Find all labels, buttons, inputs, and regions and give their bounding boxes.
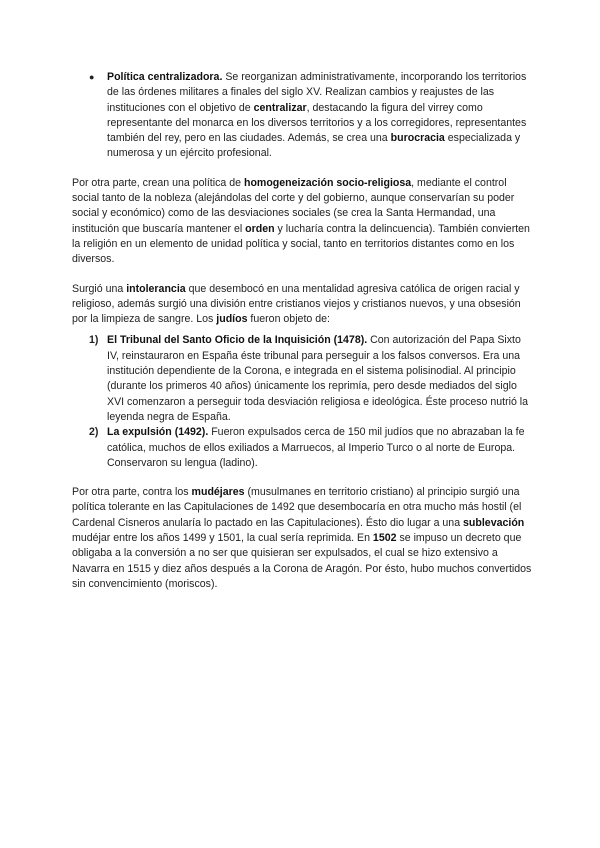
list-number: 1)	[89, 334, 99, 347]
bullet-text-2: , destacando la figura del virrey como representante del monarca en los diversos territorios y a los corregidores, representantes también del rey, pero en las ciudades. Además, se crea una	[107, 101, 527, 145]
document-body	[72, 70, 534, 592]
para2-bold-2: judíos	[216, 313, 248, 326]
list-item-text: Fueron expulsados cerca de 150 mil judíos que no abrazaban la fe católica, muchos de ellos exiliados a Marruecos, al Imperio Turco o al norte de Europa. Conservaron su lengua (ladino).	[107, 426, 525, 469]
bullet-item-centralization	[72, 70, 534, 162]
para3-text-3: mudéjar entre los años 1499 y 1501, la cual sería reprimida. En	[72, 532, 373, 545]
paragraph-homogenization	[72, 176, 534, 268]
para2-text-2: que desembocó en una mentalidad agresiva católica de origen racial y religioso, además surgió una división entre cristianos viejos y cristianos nuevos, y una obsesión por la limpieza de sangre. Los	[72, 282, 521, 326]
para2-bold-1: intolerancia	[126, 282, 186, 295]
para3-text-2: (musulmanes en territorio cristiano) al principio surgió una política tolerante en las Capitulaciones de 1492 que desembocaría en otra mucho más hostil (el Cardenal Cisneros anularía lo pactado en las Capitulaciones). Ésto dio lugar a una	[72, 486, 522, 529]
para1-text-1: Por otra parte, crean una política de	[72, 176, 244, 189]
list-item-text: Con autorización del Papa Sixto IV, reinstauraron en España éste tribunal para perseguir a los falsos conversos. Era una institución dependiente de la Corona, e integrada en el sistema polisinodial. Al principio (durante los primeros 40 años) únicamente los reprimía, pero desde mediados del siglo XVI comenzaron a perseguir toda desviación religiosa e ideológica. Éste proceso nutrió la leyenda negra de España.	[107, 334, 529, 423]
para1-bold-1: homogeneización socio-religiosa	[243, 176, 412, 189]
bullet-text-1: Se reorganizan administrativamente, incorporando los territorios de las órdenes militares a finales del siglo XV. Realizan cambios y reajustes de las instituciones con el objetivo de	[107, 71, 527, 114]
para3-bold-3: 1502	[372, 532, 397, 545]
bullet-bold-burocracia: burocracia	[390, 132, 445, 145]
para2-text-1: Surgió una	[72, 282, 127, 295]
para3-text-1: Por otra parte, contra los	[72, 486, 192, 499]
para2-text-3: fueron objeto de:	[247, 313, 330, 326]
bullet-title: Política centralizadora.	[107, 71, 223, 83]
numbered-list	[72, 333, 534, 471]
list-item-inquisition	[72, 333, 534, 425]
bullet-text-3: especializada y numerosa y un ejército profesional.	[107, 132, 521, 160]
list-number: 2)	[89, 426, 99, 439]
list-item-title: La expulsión (1492).	[107, 426, 209, 439]
para3-bold-2: sublevación	[463, 516, 525, 529]
para3-bold-1: mudéjares	[191, 486, 245, 499]
list-item-title: El Tribunal del Santo Oficio de la Inquisición (1478).	[107, 334, 368, 347]
bullet-list	[72, 70, 534, 162]
para3-text-4: se impuso un decreto que obligaba a la conversión a no ser que quisieran ser expulsados, el cual se hizo extensivo a Navarra en 1515 y diez años después a la Corona de Aragón. Por ésto, hubo muchos convertidos sin convencimiento (moriscos).	[72, 532, 532, 590]
para1-text-2: , mediante el control social tanto de la nobleza (alejándolas del corte y del gobierno, aunque conservarían su poder social y económico) como de las desviaciones sociales (se crea la Santa Hermandad, una institución que buscaría mantener el	[72, 176, 515, 235]
para1-bold-2: orden	[245, 222, 275, 235]
paragraph-intolerance	[72, 282, 534, 328]
bullet-bold-centralizar: centralizar	[253, 101, 307, 114]
para1-text-3: y lucharía contra la delincuencia). También convierten la religión en un elemento de unidad política y social, tanto en territorios distantes como en los diversos.	[72, 222, 530, 266]
paragraph-mudejares	[72, 485, 534, 592]
bullet-dot-icon: ●	[89, 72, 95, 82]
list-item-expulsion	[72, 425, 534, 471]
